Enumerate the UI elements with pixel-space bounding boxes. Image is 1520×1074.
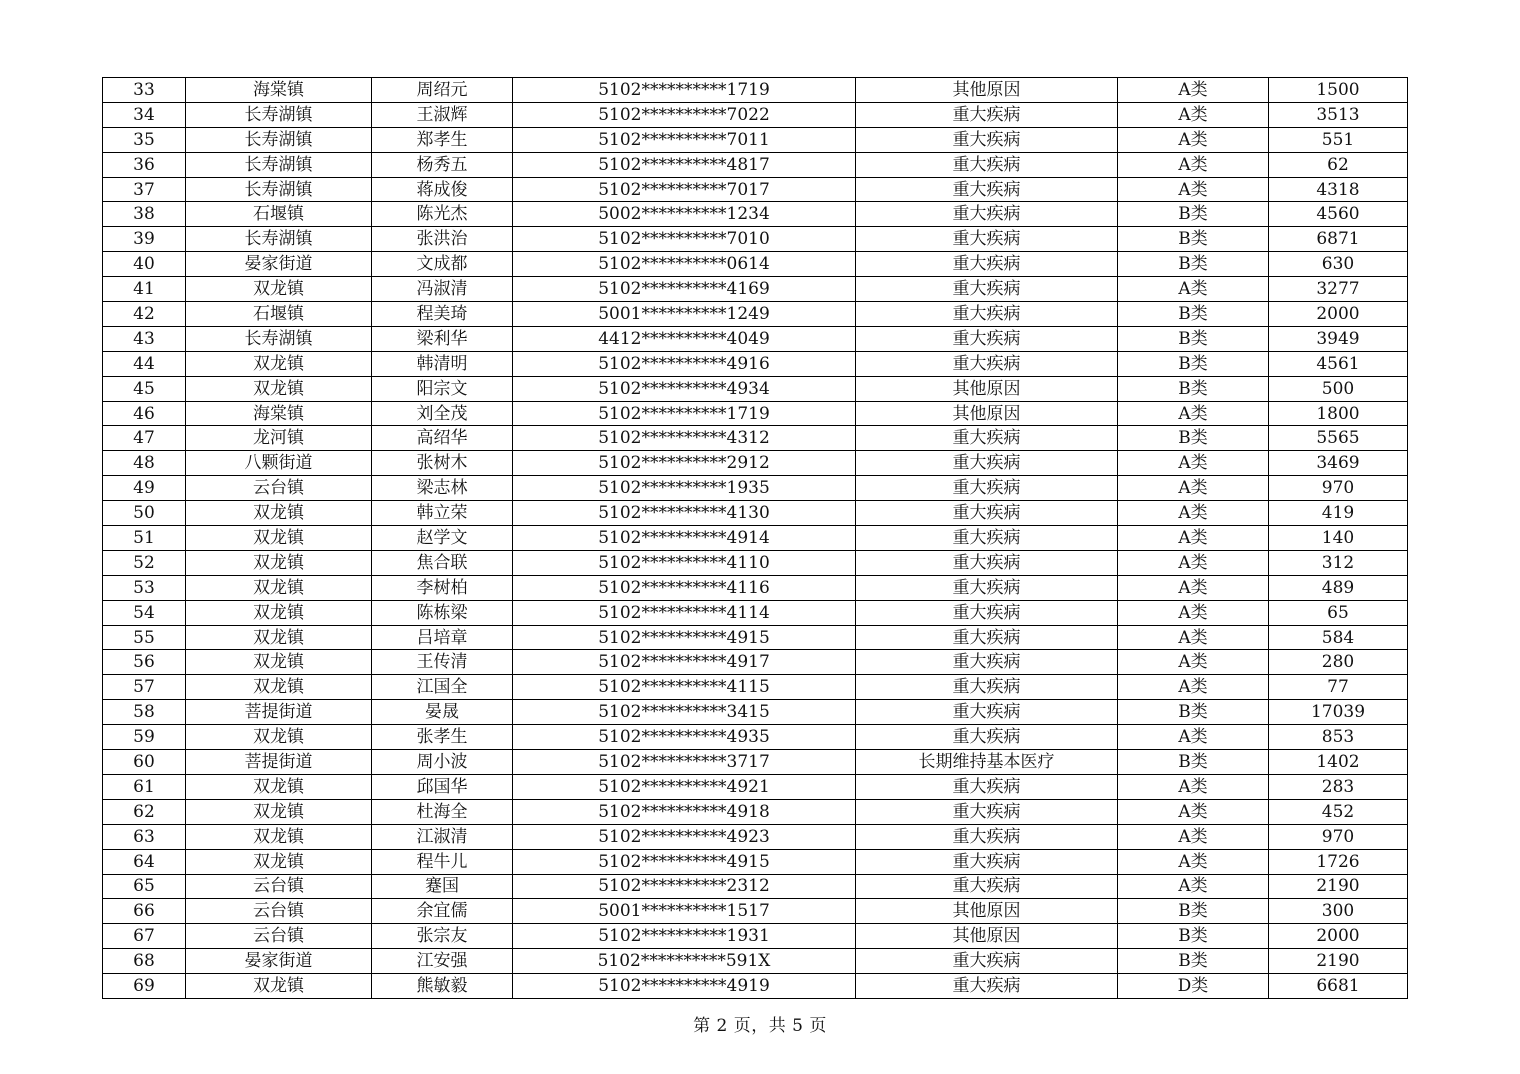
table-row [103,824,1408,849]
table-row [103,351,1408,376]
name-cell: 程牛儿 [372,849,513,874]
table-row [103,227,1408,252]
reason-cell: 重大疾病 [856,650,1118,675]
id-number-cell: 5102**********7010 [513,227,856,252]
row-number-cell: 48 [103,451,186,476]
reason-cell: 重大疾病 [856,799,1118,824]
name-cell: 王淑辉 [372,102,513,127]
row-number-cell: 63 [103,824,186,849]
reason-cell: 重大疾病 [856,302,1118,327]
amount-cell: 62 [1269,152,1408,177]
reason-cell: 重大疾病 [856,102,1118,127]
amount-cell: 1402 [1269,750,1408,775]
town-cell: 龙河镇 [186,426,372,451]
reason-cell: 重大疾病 [856,774,1118,799]
table-row [103,874,1408,899]
category-cell: B类 [1118,700,1269,725]
name-cell: 程美琦 [372,302,513,327]
table-row [103,501,1408,526]
category-cell: A类 [1118,799,1269,824]
name-cell: 张宗友 [372,924,513,949]
town-cell: 长寿湖镇 [186,177,372,202]
category-cell: A类 [1118,78,1269,103]
reason-cell: 重大疾病 [856,625,1118,650]
category-cell: B类 [1118,426,1269,451]
table-body [103,78,1408,999]
id-number-cell: 5102**********4115 [513,675,856,700]
name-cell: 江国全 [372,675,513,700]
name-cell: 杜海全 [372,799,513,824]
name-cell: 文成都 [372,252,513,277]
id-number-cell: 5102**********2312 [513,874,856,899]
category-cell: B类 [1118,750,1269,775]
id-number-cell: 5102**********4915 [513,849,856,874]
table-row [103,177,1408,202]
category-cell: A类 [1118,725,1269,750]
amount-cell: 1726 [1269,849,1408,874]
amount-cell: 5565 [1269,426,1408,451]
reason-cell: 重大疾病 [856,152,1118,177]
name-cell: 焦合联 [372,550,513,575]
row-number-cell: 38 [103,202,186,227]
category-cell: B类 [1118,924,1269,949]
amount-cell: 4318 [1269,177,1408,202]
reason-cell: 重大疾病 [856,949,1118,974]
category-cell: A类 [1118,451,1269,476]
category-cell: A类 [1118,501,1269,526]
row-number-cell: 34 [103,102,186,127]
row-number-cell: 37 [103,177,186,202]
name-cell: 韩清明 [372,351,513,376]
reason-cell: 重大疾病 [856,277,1118,302]
amount-cell: 77 [1269,675,1408,700]
id-number-cell: 5102**********4919 [513,974,856,999]
table-row [103,451,1408,476]
category-cell: A类 [1118,401,1269,426]
table-row [103,302,1408,327]
table-row [103,700,1408,725]
category-cell: B类 [1118,899,1269,924]
town-cell: 双龙镇 [186,725,372,750]
row-number-cell: 65 [103,874,186,899]
id-number-cell: 5002**********1234 [513,202,856,227]
category-cell: A类 [1118,575,1269,600]
row-number-cell: 46 [103,401,186,426]
amount-cell: 140 [1269,526,1408,551]
category-cell: A类 [1118,152,1269,177]
name-cell: 熊敏毅 [372,974,513,999]
row-number-cell: 47 [103,426,186,451]
town-cell: 双龙镇 [186,550,372,575]
reason-cell: 其他原因 [856,924,1118,949]
table-row [103,949,1408,974]
amount-cell: 452 [1269,799,1408,824]
category-cell: A类 [1118,102,1269,127]
page-footer: 第 2 页，共 5 页 [693,1016,827,1036]
table-row [103,376,1408,401]
row-number-cell: 66 [103,899,186,924]
reason-cell: 重大疾病 [856,575,1118,600]
id-number-cell: 5102**********0614 [513,252,856,277]
row-number-cell: 60 [103,750,186,775]
name-cell: 晏晟 [372,700,513,725]
category-cell: B类 [1118,252,1269,277]
id-number-cell: 5102**********4130 [513,501,856,526]
town-cell: 长寿湖镇 [186,326,372,351]
amount-cell: 300 [1269,899,1408,924]
reason-cell: 重大疾病 [856,127,1118,152]
town-cell: 双龙镇 [186,600,372,625]
category-cell: A类 [1118,476,1269,501]
name-cell: 张孝生 [372,725,513,750]
row-number-cell: 44 [103,351,186,376]
name-cell: 周绍元 [372,78,513,103]
reason-cell: 重大疾病 [856,600,1118,625]
relief-table [102,77,1408,999]
town-cell: 晏家街道 [186,949,372,974]
row-number-cell: 58 [103,700,186,725]
id-number-cell: 5102**********4923 [513,824,856,849]
id-number-cell: 5102**********4312 [513,426,856,451]
id-number-cell: 5102**********4918 [513,799,856,824]
table-row [103,750,1408,775]
id-number-cell: 5102**********4114 [513,600,856,625]
category-cell: A类 [1118,550,1269,575]
amount-cell: 1800 [1269,401,1408,426]
name-cell: 陈光杰 [372,202,513,227]
town-cell: 晏家街道 [186,252,372,277]
id-number-cell: 4412**********4049 [513,326,856,351]
table-row [103,78,1408,103]
id-number-cell: 5102**********591X [513,949,856,974]
reason-cell: 重大疾病 [856,526,1118,551]
name-cell: 刘全茂 [372,401,513,426]
town-cell: 双龙镇 [186,849,372,874]
row-number-cell: 52 [103,550,186,575]
id-number-cell: 5102**********4935 [513,725,856,750]
row-number-cell: 51 [103,526,186,551]
reason-cell: 重大疾病 [856,252,1118,277]
category-cell: D类 [1118,974,1269,999]
reason-cell: 重大疾病 [856,426,1118,451]
category-cell: A类 [1118,625,1269,650]
id-number-cell: 5102**********4817 [513,152,856,177]
reason-cell: 重大疾病 [856,974,1118,999]
id-number-cell: 5102**********7022 [513,102,856,127]
town-cell: 石堰镇 [186,202,372,227]
id-number-cell: 5102**********3717 [513,750,856,775]
name-cell: 江安强 [372,949,513,974]
town-cell: 双龙镇 [186,575,372,600]
row-number-cell: 45 [103,376,186,401]
amount-cell: 630 [1269,252,1408,277]
row-number-cell: 41 [103,277,186,302]
table-row [103,401,1408,426]
name-cell: 郑孝生 [372,127,513,152]
town-cell: 菩提街道 [186,700,372,725]
id-number-cell: 5102**********4934 [513,376,856,401]
row-number-cell: 39 [103,227,186,252]
reason-cell: 重大疾病 [856,550,1118,575]
amount-cell: 2000 [1269,924,1408,949]
reason-cell: 其他原因 [856,899,1118,924]
town-cell: 长寿湖镇 [186,152,372,177]
amount-cell: 853 [1269,725,1408,750]
reason-cell: 重大疾病 [856,700,1118,725]
town-cell: 云台镇 [186,874,372,899]
id-number-cell: 5102**********4110 [513,550,856,575]
town-cell: 双龙镇 [186,799,372,824]
table-row [103,426,1408,451]
amount-cell: 65 [1269,600,1408,625]
amount-cell: 2190 [1269,874,1408,899]
id-number-cell: 5102**********4921 [513,774,856,799]
category-cell: B类 [1118,351,1269,376]
amount-cell: 584 [1269,625,1408,650]
amount-cell: 489 [1269,575,1408,600]
table-row [103,650,1408,675]
id-number-cell: 5102**********2912 [513,451,856,476]
amount-cell: 2000 [1269,302,1408,327]
town-cell: 双龙镇 [186,774,372,799]
id-number-cell: 5102**********4915 [513,625,856,650]
name-cell: 蒋成俊 [372,177,513,202]
amount-cell: 3277 [1269,277,1408,302]
category-cell: B类 [1118,326,1269,351]
category-cell: A类 [1118,127,1269,152]
town-cell: 双龙镇 [186,277,372,302]
amount-cell: 6681 [1269,974,1408,999]
town-cell: 双龙镇 [186,650,372,675]
category-cell: B类 [1118,949,1269,974]
reason-cell: 重大疾病 [856,227,1118,252]
table-row [103,252,1408,277]
reason-cell: 重大疾病 [856,725,1118,750]
table-row [103,476,1408,501]
category-cell: A类 [1118,824,1269,849]
amount-cell: 551 [1269,127,1408,152]
row-number-cell: 59 [103,725,186,750]
town-cell: 双龙镇 [186,351,372,376]
amount-cell: 1500 [1269,78,1408,103]
table-row [103,974,1408,999]
category-cell: A类 [1118,277,1269,302]
reason-cell: 重大疾病 [856,824,1118,849]
name-cell: 韩立荣 [372,501,513,526]
amount-cell: 3949 [1269,326,1408,351]
amount-cell: 500 [1269,376,1408,401]
table-row [103,899,1408,924]
reason-cell: 重大疾病 [856,451,1118,476]
table-row [103,600,1408,625]
category-cell: A类 [1118,177,1269,202]
reason-cell: 重大疾病 [856,675,1118,700]
amount-cell: 970 [1269,824,1408,849]
id-number-cell: 5102**********4917 [513,650,856,675]
town-cell: 石堰镇 [186,302,372,327]
id-number-cell: 5102**********3415 [513,700,856,725]
row-number-cell: 57 [103,675,186,700]
table-row [103,675,1408,700]
amount-cell: 283 [1269,774,1408,799]
name-cell: 冯淑清 [372,277,513,302]
category-cell: A类 [1118,849,1269,874]
table-row [103,799,1408,824]
reason-cell: 其他原因 [856,78,1118,103]
town-cell: 双龙镇 [186,824,372,849]
id-number-cell: 5102**********7017 [513,177,856,202]
row-number-cell: 33 [103,78,186,103]
table-row [103,774,1408,799]
name-cell: 梁利华 [372,326,513,351]
category-cell: B类 [1118,227,1269,252]
amount-cell: 970 [1269,476,1408,501]
name-cell: 张树木 [372,451,513,476]
row-number-cell: 55 [103,625,186,650]
town-cell: 双龙镇 [186,625,372,650]
reason-cell: 重大疾病 [856,202,1118,227]
town-cell: 八颗街道 [186,451,372,476]
category-cell: A类 [1118,675,1269,700]
table-row [103,277,1408,302]
table-row [103,725,1408,750]
town-cell: 云台镇 [186,899,372,924]
name-cell: 周小波 [372,750,513,775]
reason-cell: 其他原因 [856,401,1118,426]
name-cell: 余宜儒 [372,899,513,924]
name-cell: 高绍华 [372,426,513,451]
id-number-cell: 5102**********4916 [513,351,856,376]
amount-cell: 2190 [1269,949,1408,974]
name-cell: 陈栋梁 [372,600,513,625]
reason-cell: 重大疾病 [856,501,1118,526]
row-number-cell: 50 [103,501,186,526]
amount-cell: 312 [1269,550,1408,575]
amount-cell: 17039 [1269,700,1408,725]
category-cell: A类 [1118,874,1269,899]
amount-cell: 4561 [1269,351,1408,376]
town-cell: 双龙镇 [186,974,372,999]
row-number-cell: 56 [103,650,186,675]
town-cell: 海棠镇 [186,78,372,103]
name-cell: 邱国华 [372,774,513,799]
row-number-cell: 62 [103,799,186,824]
row-number-cell: 64 [103,849,186,874]
id-number-cell: 5102**********4169 [513,277,856,302]
town-cell: 菩提街道 [186,750,372,775]
id-number-cell: 5102**********1935 [513,476,856,501]
town-cell: 长寿湖镇 [186,102,372,127]
name-cell: 梁志林 [372,476,513,501]
town-cell: 长寿湖镇 [186,127,372,152]
id-number-cell: 5102**********7011 [513,127,856,152]
row-number-cell: 67 [103,924,186,949]
town-cell: 海棠镇 [186,401,372,426]
id-number-cell: 5102**********1719 [513,78,856,103]
table-row [103,152,1408,177]
category-cell: B类 [1118,376,1269,401]
amount-cell: 6871 [1269,227,1408,252]
town-cell: 双龙镇 [186,675,372,700]
id-number-cell: 5001**********1517 [513,899,856,924]
reason-cell: 重大疾病 [856,326,1118,351]
row-number-cell: 68 [103,949,186,974]
town-cell: 双龙镇 [186,501,372,526]
id-number-cell: 5102**********1719 [513,401,856,426]
category-cell: A类 [1118,774,1269,799]
table-row [103,575,1408,600]
name-cell: 阳宗文 [372,376,513,401]
row-number-cell: 40 [103,252,186,277]
row-number-cell: 35 [103,127,186,152]
id-number-cell: 5102**********4914 [513,526,856,551]
town-cell: 云台镇 [186,924,372,949]
row-number-cell: 54 [103,600,186,625]
reason-cell: 重大疾病 [856,351,1118,376]
name-cell: 王传清 [372,650,513,675]
table-row [103,849,1408,874]
name-cell: 李树柏 [372,575,513,600]
town-cell: 长寿湖镇 [186,227,372,252]
row-number-cell: 43 [103,326,186,351]
category-cell: A类 [1118,600,1269,625]
row-number-cell: 49 [103,476,186,501]
reason-cell: 长期维持基本医疗 [856,750,1118,775]
row-number-cell: 36 [103,152,186,177]
table-row [103,550,1408,575]
reason-cell: 其他原因 [856,376,1118,401]
name-cell: 吕培章 [372,625,513,650]
reason-cell: 重大疾病 [856,874,1118,899]
category-cell: A类 [1118,526,1269,551]
category-cell: B类 [1118,202,1269,227]
town-cell: 云台镇 [186,476,372,501]
table-row [103,924,1408,949]
amount-cell: 280 [1269,650,1408,675]
reason-cell: 重大疾病 [856,849,1118,874]
table-row [103,326,1408,351]
name-cell: 江淑清 [372,824,513,849]
row-number-cell: 53 [103,575,186,600]
id-number-cell: 5102**********4116 [513,575,856,600]
amount-cell: 4560 [1269,202,1408,227]
amount-cell: 3513 [1269,102,1408,127]
name-cell: 杨秀五 [372,152,513,177]
row-number-cell: 69 [103,974,186,999]
reason-cell: 重大疾病 [856,177,1118,202]
id-number-cell: 5001**********1249 [513,302,856,327]
table-row [103,625,1408,650]
table-row [103,526,1408,551]
row-number-cell: 42 [103,302,186,327]
reason-cell: 重大疾病 [856,476,1118,501]
table-row [103,102,1408,127]
town-cell: 双龙镇 [186,526,372,551]
table-row [103,202,1408,227]
amount-cell: 3469 [1269,451,1408,476]
table-row [103,127,1408,152]
category-cell: B类 [1118,302,1269,327]
id-number-cell: 5102**********1931 [513,924,856,949]
row-number-cell: 61 [103,774,186,799]
name-cell: 蹇国 [372,874,513,899]
name-cell: 赵学文 [372,526,513,551]
town-cell: 双龙镇 [186,376,372,401]
amount-cell: 419 [1269,501,1408,526]
name-cell: 张洪治 [372,227,513,252]
category-cell: A类 [1118,650,1269,675]
